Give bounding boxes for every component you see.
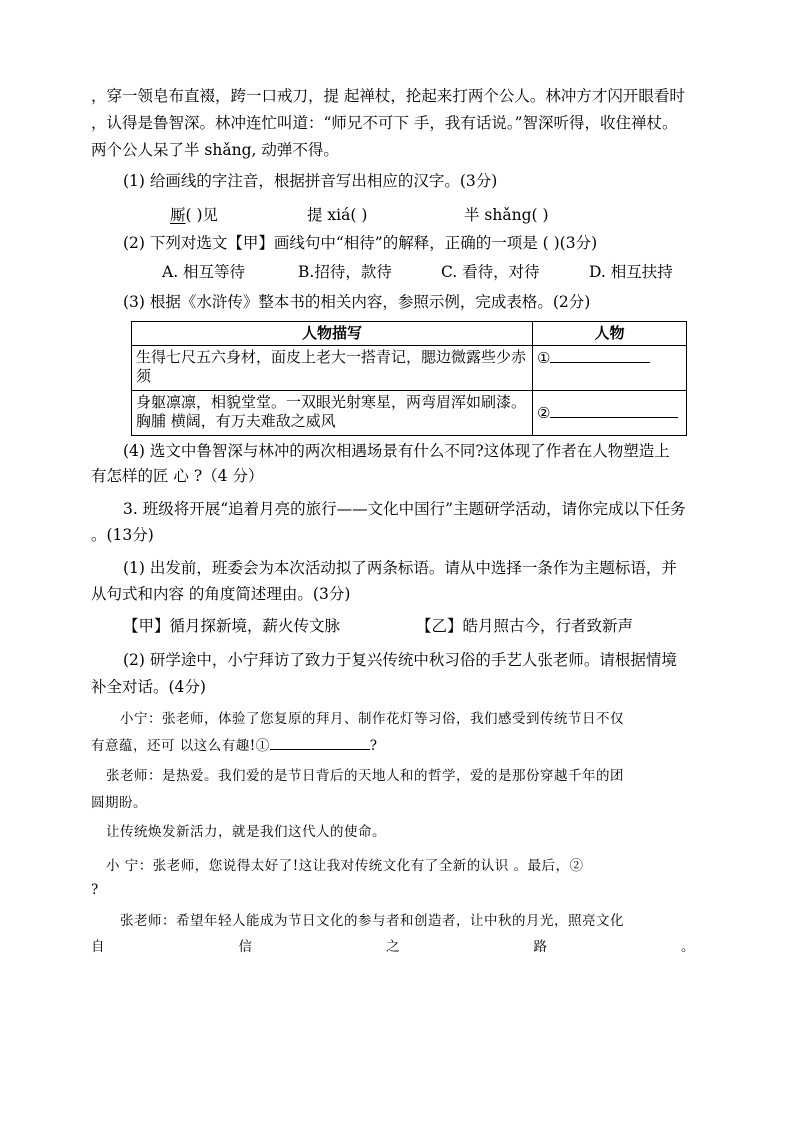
passage-line-3: 两个公人呆了半 shǎng, 动弹不得。 <box>91 141 339 159</box>
question-1-prompt: (1) 给画线的字注音，根据拼音写出相应的汉字。(3分) <box>123 172 498 190</box>
question-2-prompt: (2) 下列对选文【甲】画线句中“相待”的解释，正确的一项是 ( )(3分) <box>123 234 598 252</box>
dialogue-blank-1[interactable] <box>270 735 370 750</box>
section-3-sub2-line-1: (2) 研学途中，小宁拜访了致力于复兴传统中秋习俗的手艺人张老师。请根据情境 <box>123 651 677 669</box>
row-1-answer <box>533 346 687 391</box>
table-row <box>132 391 687 436</box>
option-a: A. 相互等待 <box>162 263 246 281</box>
question-4-line-2: 有怎样的匠 心 ?（4 分） <box>91 467 264 485</box>
dialogue-2-line-2: 圆期盼。 <box>91 795 147 811</box>
row-2-mark: ② <box>537 404 551 422</box>
row-2-answer <box>533 391 687 436</box>
question-3-prompt: (3) 根据《水浒传》整本书的相关内容，参照示例，完成表格。(2分) <box>123 293 591 311</box>
row-1-mark: ① <box>537 349 551 367</box>
answer-blank-1[interactable] <box>550 348 650 363</box>
option-b: B.招待，款待 <box>298 263 392 281</box>
item-a-rest: ( )见 <box>185 206 219 224</box>
passage-line-1: ，穿一领皂布直裰，跨一口戒刀，提 起禅杖，抡起来打两个公人。林冲方才闪开眼看时 <box>91 87 685 105</box>
passage-line-2: ，认得是鲁智深。林冲连忙叫道：“师兄不可下 手，我有话说。”智深听得，收住禅杖。 <box>91 114 678 132</box>
underlined-char: 厮 <box>170 206 186 224</box>
slogan-a: 【甲】循月探新境，薪火传文脉 <box>123 617 341 635</box>
slogan-b: 【乙】皓月照古今，行者致新声 <box>416 617 634 635</box>
dialogue-1-line-1: 小宁：张老师，体验了您复原的拜月、制作花灯等习俗，我们感受到传统节日不仅 <box>120 711 624 727</box>
character-table <box>131 321 687 436</box>
option-c: C. 看待，对待 <box>441 263 540 281</box>
section-3-sub2-line-2: 补全对话。(4分) <box>91 678 206 696</box>
question-1-item-a <box>170 205 218 225</box>
question-4-line-1: (4) 选文中鲁智深与林冲的两次相遇场景有什么不同?这体现了作者在人物塑造上 <box>123 442 670 460</box>
dialogue-4-line-1: 小 宁：张老师，您说得太好了!这让我对传统文化有了全新的认识 。最后，② <box>106 858 584 874</box>
header-character: 人物 <box>533 322 687 346</box>
dialogue-5-line-1: 张老师：希望年轻人能成为节日文化的参与者和创造者，让中秋的月光，照亮文化 <box>120 913 624 929</box>
dialogue-2-line-1: 张老师：是热爱。我们爱的是节日背后的天地人和的哲学，爱的是那份穿越千年的团 <box>106 768 624 784</box>
table-header-row <box>132 322 687 346</box>
header-description: 人物描写 <box>132 322 533 346</box>
section-3-sub1-line-2: 从句式和内容 的角度简述理由。(3分) <box>91 585 351 603</box>
justified-char: 之 <box>386 939 400 955</box>
section-3-line-1: 3. 班级将开展“追着月亮的旅行——文化中国行”主题研学活动，请你完成以下任务 <box>123 500 686 518</box>
dialogue-4-line-2: ? <box>91 882 99 898</box>
justified-char: 。 <box>681 939 695 955</box>
table-row <box>132 346 687 391</box>
dialogue-3-line-1: 让传统焕发新活力，就是我们这代人的使命。 <box>106 824 386 840</box>
dialogue-1-text: 有意蕴，还可 以这么有趣!① <box>91 738 270 754</box>
answer-blank-2[interactable] <box>550 403 678 418</box>
dialogue-1-line-2 <box>91 735 377 756</box>
row-2-description: 身躯凛凛，相貌堂堂。一双眼光射寒星，两弯眉浑如刷漆。胸脯 横阔，有万夫难敌之威风 <box>132 391 533 436</box>
question-1-item-c: 半 shǎng( ) <box>464 206 549 224</box>
justified-char: 路 <box>533 939 548 955</box>
justified-char: 信 <box>238 939 253 955</box>
dialogue-5-line-2 <box>91 937 695 957</box>
option-d: D. 相互扶持 <box>589 263 673 281</box>
dialogue-1-end: ? <box>369 738 378 754</box>
section-3-sub1-line-1: (1) 出发前，班委会为本次活动拟了两条标语。请从中选择一条作为主题标语，并 <box>123 559 677 577</box>
question-1-item-b: 提 xiá( ) <box>307 206 368 224</box>
justified-char: 自 <box>91 939 105 955</box>
section-3-line-2: 。(13分) <box>91 526 154 544</box>
row-1-description: 生得七尺五六身材，面皮上老大一搭青记，腮边微露些少赤须 <box>132 346 533 391</box>
